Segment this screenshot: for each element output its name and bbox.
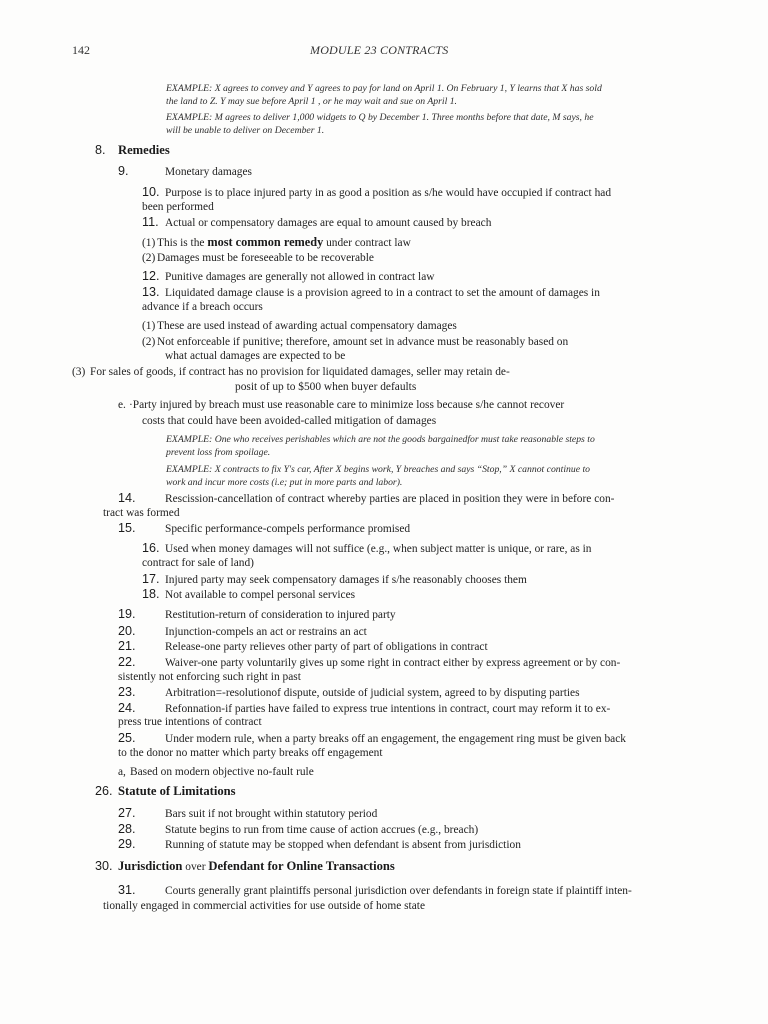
- item-number: (2): [142, 252, 156, 264]
- item-text-continuation: posit of up to $500 when buyer defaults: [235, 381, 417, 393]
- item-text: ·Party injured by breach must use reasonable care to minimize loss because s/he cannot recover: [129, 399, 565, 411]
- list-item: [142, 335, 568, 349]
- item-number: e.: [118, 399, 126, 411]
- item-text-continuation: been performed: [142, 201, 214, 213]
- list-item: [142, 235, 411, 250]
- item-number: (1): [142, 237, 156, 249]
- item-text-continuation: costs that could have been avoided-called mitigation of damages: [142, 415, 437, 427]
- section-title-part: over: [185, 861, 206, 873]
- item-number: 31.: [118, 883, 136, 897]
- list-item: [142, 285, 600, 300]
- item-number: (3): [72, 366, 86, 378]
- list-item: [142, 185, 611, 200]
- list-item: [118, 765, 314, 779]
- item-number: 18.: [142, 587, 160, 601]
- item-number: 13.: [142, 285, 160, 299]
- item-text: Liquidated damage clause is a provision agreed to in a contract to set the amount of damages in: [165, 287, 600, 299]
- list-item: [118, 822, 478, 837]
- list-item: [118, 624, 367, 639]
- item-text: Waiver-one party voluntarily gives up some right in contract either by express agreement or by con-: [165, 657, 621, 669]
- list-item: [142, 572, 527, 587]
- item-number: 25.: [118, 731, 136, 745]
- section-heading-remedies: [95, 143, 170, 158]
- list-item: [142, 319, 457, 333]
- example-text: work and incur more costs (i.e; put in more parts and labor).: [166, 477, 403, 488]
- section-number: 8.: [95, 143, 106, 157]
- list-item: [142, 541, 592, 556]
- item-number: 15.: [118, 521, 136, 535]
- item-text: Punitive damages are generally not allowed in contract law: [165, 271, 435, 283]
- example-text: EXAMPLE: M agrees to deliver 1,000 widgets to Q by December 1. Three months before that date, M says, he: [166, 112, 594, 123]
- item-text: Damages must be foreseeable to be recoverable: [157, 252, 374, 264]
- section-heading-jurisdiction: [95, 859, 395, 874]
- item-number: 20.: [118, 624, 136, 638]
- item-text: Courts generally grant plaintiffs personal jurisdiction over defendants in foreign state if plaintiff inten-: [165, 885, 632, 897]
- list-item: [118, 883, 632, 898]
- item-text-continuation: to the donor no matter which party breaks off engagement: [118, 747, 383, 759]
- list-item: [142, 269, 434, 284]
- item-number: 17.: [142, 572, 160, 586]
- page-number: 142: [72, 43, 90, 57]
- list-item: [118, 655, 620, 670]
- item-text: These are used instead of awarding actual compensatory damages: [157, 320, 457, 332]
- example-text: will be unable to deliver on December 1.: [166, 125, 325, 136]
- section-title: Remedies: [118, 143, 170, 157]
- list-item: [118, 806, 377, 821]
- list-item: [72, 365, 510, 379]
- example-text: EXAMPLE: X agrees to convey and Y agrees to pay for land on April 1. On February 1, Y learns that X has sold: [166, 83, 602, 94]
- item-number: 24.: [118, 701, 136, 715]
- example-text: EXAMPLE: X contracts to fix Y's car, After X begins work, Y breaches and says “Stop,” X cannot continue to: [166, 464, 590, 475]
- section-number: 26.: [95, 784, 113, 798]
- item-number: 14.: [118, 491, 136, 505]
- item-text: Statute begins to run from time cause of action accrues (e.g., breach): [165, 824, 479, 836]
- item-number: 11.: [142, 215, 159, 229]
- item-text: For sales of goods, if contract has no provision for liquidated damages, seller may retain de-: [90, 366, 510, 378]
- item-text-continuation: press true intentions of contract: [118, 716, 262, 728]
- list-item: [118, 701, 610, 716]
- list-item: [118, 639, 488, 654]
- item-text-continuation: tionally engaged in commercial activities for use outside of home state: [103, 900, 426, 912]
- item-text: This is the: [157, 237, 205, 249]
- list-item: [118, 491, 614, 506]
- item-text: Under modern rule, when a party breaks off an engagement, the engagement ring must be given back: [165, 733, 626, 745]
- list-item: [142, 587, 355, 602]
- item-text: Actual or compensatory damages are equal to amount caused by breach: [165, 217, 492, 229]
- list-item: [118, 685, 580, 700]
- item-number: 23.: [118, 685, 136, 699]
- section-title-part: Jurisdiction: [118, 859, 183, 873]
- list-item: [142, 251, 374, 265]
- item-number: 12.: [142, 269, 160, 283]
- module-title: MODULE 23 CONTRACTS: [310, 43, 449, 57]
- item-number: 16.: [142, 541, 160, 555]
- item-number: (2): [142, 336, 156, 348]
- item-text: Used when money damages will not suffice (e.g., when subject matter is unique, or rare, as in: [165, 543, 592, 555]
- item-text: Refonnation-if parties have failed to express true intentions in contract, court may reform it to ex-: [165, 703, 611, 715]
- item-number: (1): [142, 320, 156, 332]
- item-text: Restitution-return of consideration to injured party: [165, 609, 396, 621]
- item-text-continuation: advance if a breach occurs: [142, 301, 263, 313]
- item-text: Bars suit if not brought within statutory period: [165, 808, 378, 820]
- list-item: [118, 731, 626, 746]
- list-item: [118, 607, 396, 622]
- item-text-continuation: tract was formed: [103, 507, 180, 519]
- item-number: a,: [118, 766, 126, 778]
- item-text: Arbitration=-resolutionof dispute, outside of judicial system, agreed to by disputing parties: [165, 687, 580, 699]
- item-text: Injunction-compels an act or restrains an act: [165, 626, 367, 638]
- item-text: Release-one party relieves other party of part of obligations in contract: [165, 641, 488, 653]
- item-number: 29.: [118, 837, 136, 851]
- item-number: 10.: [142, 185, 160, 199]
- list-item: [118, 837, 521, 852]
- item-text: under contract law: [326, 237, 411, 249]
- item-text-continuation: contract for sale of land): [142, 557, 254, 569]
- item-number: 19.: [118, 607, 136, 621]
- item-number: 28.: [118, 822, 136, 836]
- item-text: Running of statute may be stopped when defendant is absent from jurisdiction: [165, 839, 521, 851]
- section-title: Statute of Limitations: [118, 784, 236, 798]
- item-number: 21.: [118, 639, 136, 653]
- list-item: [118, 398, 564, 412]
- item-text: Purpose is to place injured party in as good a position as s/he would have occupied if contract had: [165, 187, 612, 199]
- list-item: [142, 215, 491, 230]
- item-emphasis: most common remedy: [207, 235, 324, 249]
- item-text-continuation: what actual damages are expected to be: [165, 350, 346, 362]
- item-text: Injured party may seek compensatory damages if s/he reasonably chooses them: [165, 574, 527, 586]
- section-heading-statute-of-limitations: [95, 784, 236, 799]
- item-text: Rescission-cancellation of contract whereby parties are placed in position they were in before con-: [165, 493, 615, 505]
- item-text: Based on modern objective no-fault rule: [130, 766, 314, 778]
- example-text: the land to Z. Y may sue before April 1 , or he may wait and sue on April 1.: [166, 96, 457, 107]
- item-text: Monetary damages: [165, 166, 252, 178]
- example-text: prevent loss from spoilage.: [166, 447, 271, 458]
- item-text-continuation: sistently not enforcing such right in past: [118, 671, 301, 683]
- example-text: EXAMPLE: One who receives perishables which are not the goods bargainedfor must take reasonable steps to: [166, 434, 595, 445]
- section-number: 30.: [95, 859, 113, 873]
- list-item: [118, 164, 252, 179]
- list-item: [118, 521, 410, 536]
- item-number: 22.: [118, 655, 136, 669]
- item-text: Specific performance-compels performance promised: [165, 523, 411, 535]
- item-text: Not available to compel personal services: [165, 589, 356, 601]
- item-text: Not enforceable if punitive; therefore, amount set in advance must be reasonably based on: [157, 336, 569, 348]
- item-number: 9.: [118, 164, 129, 178]
- item-number: 27.: [118, 806, 136, 820]
- section-title-part: Defendant for Online Transactions: [208, 859, 395, 873]
